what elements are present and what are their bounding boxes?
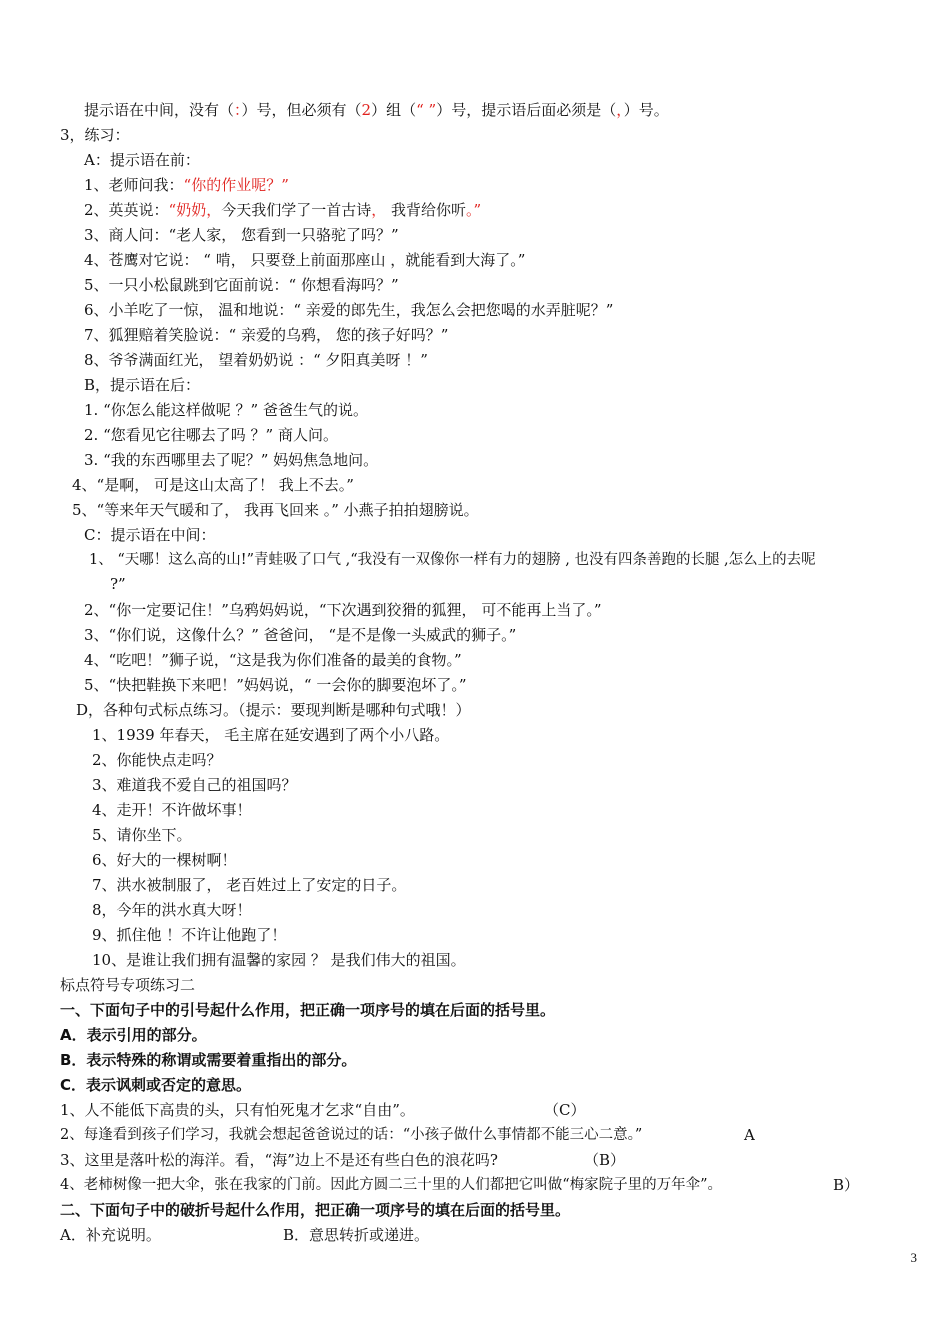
section-a-item-5: 5、一只小松鼠跳到它面前说：“ 你想看海吗？”	[84, 276, 399, 294]
part2-sentence-2-answer: A	[744, 1126, 755, 1144]
section-a-item-8: 8、爷爷满面红光， 望着奶奶说 ：“ 夕阳真美呀 ！”	[84, 351, 428, 369]
intro-text-2: ）号，但必须有（	[241, 101, 362, 119]
section-c-item-1: 1、 “天哪！这么高的山!”青蛙吸了口气 ,“我没有一双像你一样有力的翅膀 , 也没有四条善跑的长腿 ,怎么上的去呢	[89, 552, 816, 568]
intro-red-4: ，	[616, 101, 624, 119]
section-d-item-4: 4、走开！不许做坏事！	[92, 801, 252, 819]
section-a-item-1	[84, 175, 289, 195]
section-b-item-2: 2. “您看见它往哪去了吗 ？” 商人问。	[84, 426, 338, 444]
item-quote-red: 。”	[466, 201, 482, 219]
section-b-item-3: 3. “我的东西哪里去了呢？” 妈妈焦急地问。	[84, 451, 379, 469]
item-comma-red: ，	[371, 201, 387, 219]
part2-title: 标点符号专项练习二	[60, 976, 196, 994]
intro-red-3: “ ”	[416, 101, 437, 119]
part2-sentence-1: 1、人不能低下高贵的头，只有怕死鬼才乞求“自由”。	[60, 1101, 415, 1119]
item-quote-red: “你的作业呢？”	[183, 176, 289, 194]
section-d-item-1: 1、1939 年春天， 毛主席在延安遇到了两个小八路。	[92, 726, 450, 744]
section-d-item-7: 7、洪水被制服了， 老百姓过上了安定的日子。	[92, 876, 407, 894]
part2-question-1: 一、下面句子中的引号起什么作用，把正确一项序号的填在后面的括号里。	[60, 1001, 556, 1019]
section-b-title: B，提示语在后：	[84, 376, 201, 394]
item-text: 我背给你听	[386, 201, 467, 219]
section-d-title: D，各种句式标点练习。（提示：要现判断是哪种句式哦！）	[76, 701, 471, 719]
section-a-item-6: 6、小羊吃了一惊， 温和地说：“ 亲爱的郎先生，我怎么会把您喝的水弄脏呢？”	[84, 301, 614, 319]
part2-option-c: C．表示讽刺或否定的意思。	[60, 1076, 252, 1094]
section-d-item-5: 5、请你坐下。	[92, 826, 192, 844]
section-d-item-8: 8，今年的洪水真大呀！	[92, 901, 252, 919]
intro-text-1: 提示语在中间，没有（	[84, 101, 235, 119]
intro-text-3: ）组（	[371, 101, 417, 119]
section-d-item-10: 10、是谁让我们拥有温馨的家园 ？ 是我们伟大的祖国。	[92, 951, 466, 969]
item-prefix: 2、英英说：	[84, 201, 169, 219]
section-d-item-6: 6、好大的一棵树啊！	[92, 851, 237, 869]
intro-red-1: ：	[234, 101, 242, 119]
section-a-item-7: 7、狐狸赔着笑脸说：“ 亲爱的乌鸦， 您的孩子好吗？”	[84, 326, 449, 344]
part2-option-b: B．表示特殊的称谓或需要着重指出的部分。	[60, 1051, 357, 1069]
part2-question-2: 二、下面句子中的破折号起什么作用，把正确一项序号的填在后面的括号里。	[60, 1201, 571, 1219]
part2-sentence-2: 2、每逢看到孩子们学习，我就会想起爸爸说过的话：“小孩子做什么事情都不能三心二意。”	[60, 1127, 643, 1143]
section-d-item-3: 3、难道我不爱自己的祖国吗？	[92, 776, 297, 794]
page-number: 3	[910, 1250, 917, 1265]
section-c-item-1-cont: ?”	[110, 575, 126, 593]
part2-sentence-4: 4、老柿树像一把大伞，张在我家的门前。因此方圆二三十里的人们都把它叫做“梅家院子里的万年伞”。	[60, 1177, 723, 1193]
section-c-item-3: 3、“你们说，这像什么？” 爸爸问， “是不是像一头威武的狮子。”	[84, 626, 517, 644]
section-c-title: C：提示语在中间：	[84, 526, 216, 544]
section-c-item-5: 5、“快把鞋换下来吧！”妈妈说，“ 一会你的脚要泡坏了。”	[84, 676, 467, 694]
section-a-item-4: 4、苍鹰对它说： “ 啃， 只要登上前面那座山 ，就能看到大海了。”	[84, 251, 526, 269]
item-text: 今天我们学了一首古诗	[221, 201, 372, 219]
section-d-item-2: 2、你能快点走吗？	[92, 751, 222, 769]
item-quote-red: “奶奶，	[168, 201, 222, 219]
part2-option-a: A．表示引用的部分。	[60, 1026, 207, 1044]
item-prefix: 1、老师问我：	[84, 176, 184, 194]
section-c-item-4: 4、“吃吧！”狮子说，“这是我为你们准备的最美的食物。”	[84, 651, 462, 669]
practice-title: 3，练习：	[60, 126, 130, 144]
intro-text-4: ）号，提示语后面必须是（	[436, 101, 617, 119]
part2-q2-option-b: B．意思转折或递进。	[283, 1226, 430, 1244]
part2-sentence-1-answer: （C）	[544, 1101, 586, 1119]
section-c-item-2: 2、“你一定要记住！”乌鸦妈妈说，“下次遇到狡猾的狐狸， 可不能再上当了。”	[84, 601, 602, 619]
part2-sentence-3-answer: （B）	[584, 1151, 626, 1169]
section-b-item-5: 5、“等来年天气暖和了， 我再飞回来 。” 小燕子拍拍翅膀说。	[72, 501, 479, 519]
section-d-item-9: 9、抓住他 ！不许让他跑了！	[92, 926, 287, 944]
part2-sentence-4-answer: B）	[833, 1176, 860, 1194]
part2-sentence-3: 3、这里是落叶松的海洋。看，“海”边上不是还有些白色的浪花吗?	[60, 1151, 498, 1169]
section-a-item-3: 3、商人问：“老人家， 您看到一只骆驼了吗？”	[84, 226, 399, 244]
section-b-item-1: 1. “你怎么能这样做呢 ？” 爸爸生气的说。	[84, 401, 368, 419]
section-a-title: A：提示语在前：	[84, 151, 200, 169]
part2-q2-option-a: A．补充说明。	[60, 1226, 161, 1244]
intro-line	[84, 100, 669, 120]
section-b-item-4: 4、“是啊， 可是这山太高了！ 我上不去。”	[72, 476, 354, 494]
section-a-item-2	[84, 200, 481, 220]
intro-red-2: 2	[361, 101, 372, 119]
intro-text-5: ）号。	[623, 101, 669, 119]
